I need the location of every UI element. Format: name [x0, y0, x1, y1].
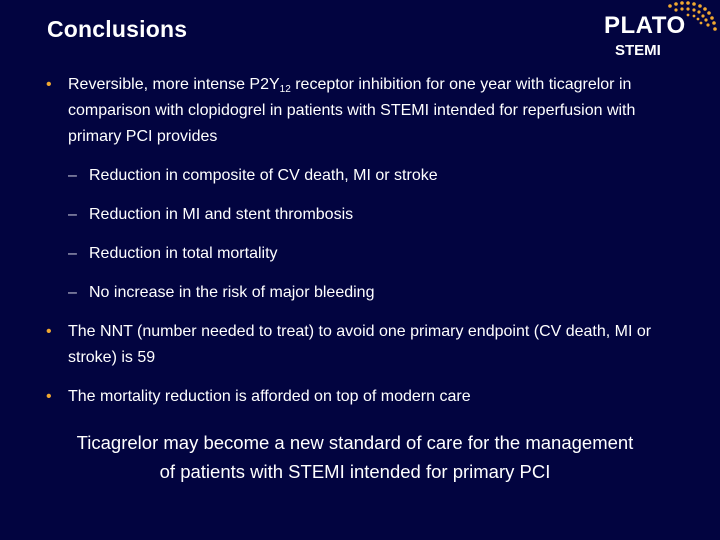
sub-bullet-text: No increase in the risk of major bleeding: [89, 284, 375, 301]
dash-marker: –: [68, 167, 77, 184]
bullet-item: [46, 319, 666, 371]
conclusion-line: Ticagrelor may become a new standard of care for the management: [76, 432, 634, 453]
bullet-text: The NNT (number needed to treat) to avoid one primary endpoint (CV death, MI or stroke) is 59: [68, 323, 652, 366]
bullet-item: [46, 72, 666, 150]
bullet-marker: •: [46, 388, 52, 405]
dash-marker: –: [68, 245, 77, 262]
bullet-text: Reversible, more intense $P2Y_{12}$ receptor inhibition for one year with ticagrelor in comparison with clopidogrel in patients with STEMI intended for reperfusion with primary PCI provides: [68, 76, 636, 145]
bullet-list: [46, 72, 666, 410]
sub-bullet-item: [46, 163, 666, 189]
sub-bullet-item: [46, 280, 666, 306]
slide-title: Conclusions: [47, 16, 188, 42]
conclusion-line: of patients with STEMI intended for primary PCI: [159, 461, 551, 482]
plato-stemi-logo: [598, 0, 720, 64]
logo-word: PLATO: [604, 12, 686, 39]
sub-bullet-item: [46, 202, 666, 228]
dash-marker: –: [68, 206, 77, 223]
bullet-marker: •: [46, 76, 52, 93]
sub-bullet-item: [46, 241, 666, 267]
logo-subtitle: STEMI: [615, 42, 661, 59]
sub-bullet-text: Reduction in composite of CV death, MI or stroke: [89, 167, 438, 184]
sub-bullet-text: Reduction in MI and stent thrombosis: [89, 206, 354, 223]
bullet-marker: •: [46, 323, 52, 340]
sub-bullet-text: Reduction in total mortality: [89, 245, 278, 262]
dash-marker: –: [68, 284, 77, 301]
bullet-text: The mortality reduction is afforded on top of modern care: [68, 388, 471, 405]
bullet-item: [46, 384, 666, 410]
conclusion-statement: [0, 428, 710, 486]
